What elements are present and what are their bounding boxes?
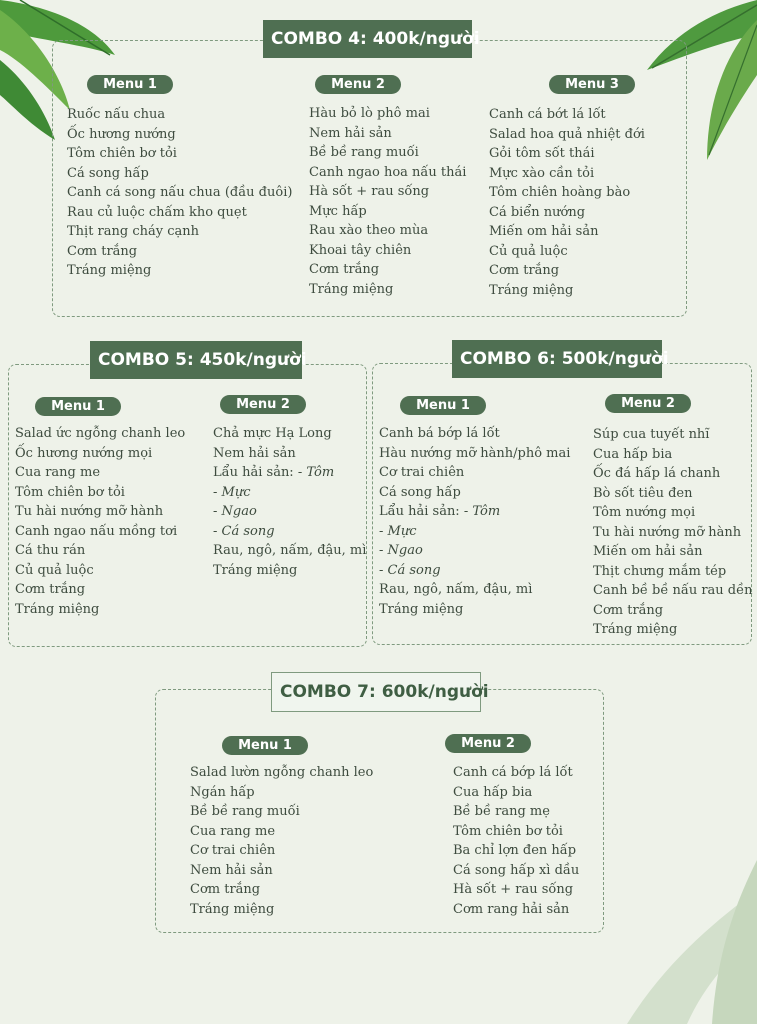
list-item-hotpot: Lẩu hải sản: - Tôm [379,504,501,519]
list-item-hotpot-sub: - Ngao [213,504,257,519]
combo-6-title: COMBO 6: 500k/người [452,340,662,378]
list-item: Bề bề rang mẹ [453,804,550,819]
list-item-hotpot-sub: - Cá song [379,562,441,578]
list-item: Cơm trắng [15,582,86,597]
list-item: Cua rang me [190,823,276,839]
list-item: Tráng miệng [190,901,275,917]
list-item: Tráng miệng [379,601,464,617]
list-item: Tôm chiên bơ tỏi [15,484,125,500]
list-item: Cơm rang hải sản [453,901,570,917]
list-item: Cá biển nướng [489,204,586,220]
combo-5-menu-2-list [213,424,366,580]
list-item: Canh bề bề nấu rau dền [593,583,753,598]
list-item: Cơm trắng [309,262,380,277]
list-item: Miến om hải sản [489,224,599,239]
list-item: Củ quả luộc [489,243,568,259]
list-item: Rau, ngô, nấm, đậu, mì [379,582,533,597]
combo-5-title: COMBO 5: 450k/người [90,341,302,379]
list-item: Cơm trắng [593,602,664,618]
list-item: Cơ trai chiên [379,465,465,480]
list-item: Tôm nướng mọi [593,505,696,520]
palm-leaf-bottom-right-icon [597,860,757,1024]
list-item: Ruốc nấu chua [67,107,166,122]
list-item: Hàu bỏ lò phô mai [309,106,430,121]
combo-4-menu-1-list [67,105,292,281]
combo-6-menu-1-label: Menu 1 [400,396,486,415]
list-item-hotpot-sub: - Ngao [379,543,423,558]
list-item: Cơm trắng [489,263,560,278]
list-item: Thịt chưng mắm tép [593,563,727,579]
combo-4-menu-3-label: Menu 3 [549,75,635,94]
list-item: Chả mực Hạ Long [213,426,332,441]
list-item-hotpot: Lẩu hải sản: - Tôm [213,465,335,480]
list-item: Tráng miệng [489,282,574,298]
combo-7-menu-2-label: Menu 2 [445,734,531,753]
list-item: Ngán hấp [190,784,255,800]
list-item: Cơm trắng [67,243,138,259]
list-item: Mực xào cần tỏi [489,165,595,181]
list-item: Cơm trắng [190,882,261,897]
list-item: Cá thu rán [15,543,86,558]
combo-4-menu-3-list [489,105,645,300]
list-item: Ba chỉ lợn đen hấp [453,843,577,858]
list-item: Cá song hấp [379,484,461,500]
list-item: Miến om hải sản [593,544,703,559]
list-item: Tráng miệng [213,562,298,578]
list-item: Canh cá bớt lá lốt [489,107,606,122]
list-item: Cua hấp bia [593,446,673,462]
combo-5-menu-2-label: Menu 2 [220,395,306,414]
list-item: Hàu nướng mỡ hành/phô mai [379,445,571,461]
list-item: Nem hải sản [213,445,296,461]
list-item: Ốc hương nướng [67,126,176,142]
combo-7-title: COMBO 7: 600k/người [271,672,481,712]
list-item: Cơ trai chiên [190,843,276,858]
list-item: Rau xào theo mùa [309,223,429,238]
list-item: Tôm chiên bơ tỏi [453,823,563,839]
list-item: Canh bá bớp lá lốt [379,426,500,441]
combo-4-menu-1-label: Menu 1 [87,75,173,94]
combo-5-menu-1-label: Menu 1 [35,397,121,416]
list-item: Mực hấp [309,203,367,219]
list-item: Ốc hương nướng mọi [15,445,153,461]
combo-6-menu-2-list [593,425,753,640]
list-item-hotpot-sub: - Mực [379,523,417,539]
list-item: Salad ức ngỗng chanh leo [15,426,186,441]
list-item: Cá song hấp xì dầu [453,862,580,878]
list-item: Tôm chiên hoàng bào [489,185,631,200]
list-item: Cua rang me [15,465,101,480]
list-item: Cá song hấp [67,165,149,181]
combo-4-menu-2-list [309,104,466,299]
list-item: Tu hài nướng mỡ hành [593,524,742,540]
combo-4-title: COMBO 4: 400k/người [263,20,472,58]
list-item: Gỏi tôm sốt thái [489,146,595,161]
combo-4-menu-2-label: Menu 2 [315,75,401,94]
combo-6-menu-1-list [379,424,570,619]
list-item: Bò sốt tiêu đen [593,485,693,501]
list-item: Rau củ luộc chấm kho quẹt [67,204,247,220]
list-item: Tráng miệng [15,601,100,617]
list-item-hotpot-sub: - Mực [213,484,251,500]
combo-7-menu-1-list [190,763,373,919]
list-item: Canh cá song nấu chua (đầu đuôi) [67,185,293,200]
list-item: Tráng miệng [67,263,152,278]
list-item: Canh ngao hoa nấu thái [309,164,467,180]
list-item: Khoai tây chiên [309,242,412,258]
list-item: Bề bề rang muối [309,145,419,160]
list-item: Hà sốt + rau sống [453,882,574,897]
list-item: Cua hấp bia [453,784,533,800]
list-item: Hà sốt + rau sống [309,184,430,199]
list-item: Củ quả luộc [15,562,94,578]
list-item: Súp cua tuyết nhĩ [593,427,710,442]
list-item: Bề bề rang muối [190,804,300,819]
list-item: Thịt rang cháy cạnh [67,224,200,239]
list-item: Tôm chiên bơ tỏi [67,146,177,161]
list-item-hotpot-sub: - Cá song [213,523,275,539]
combo-5-menu-1-list [15,424,185,619]
list-item: Tu hài nướng mỡ hành [15,504,164,519]
list-item: Canh ngao nấu mồng tơi [15,523,178,539]
list-item: Canh cá bớp lá lốt [453,765,573,780]
list-item: Nem hải sản [309,125,392,141]
list-item: Ốc đá hấp lá chanh [593,466,721,481]
list-item: Nem hải sản [190,862,273,878]
combo-7-menu-1-label: Menu 1 [222,736,308,755]
list-item: Salad hoa quả nhiệt đới [489,126,645,142]
list-item: Salad lườn ngỗng chanh leo [190,765,374,780]
list-item: Tráng miệng [309,281,394,297]
list-item: Rau, ngô, nấm, đậu, mì [213,543,367,558]
combo-6-menu-2-label: Menu 2 [605,394,691,413]
list-item: Tráng miệng [593,622,678,637]
combo-7-menu-2-list [453,763,579,919]
